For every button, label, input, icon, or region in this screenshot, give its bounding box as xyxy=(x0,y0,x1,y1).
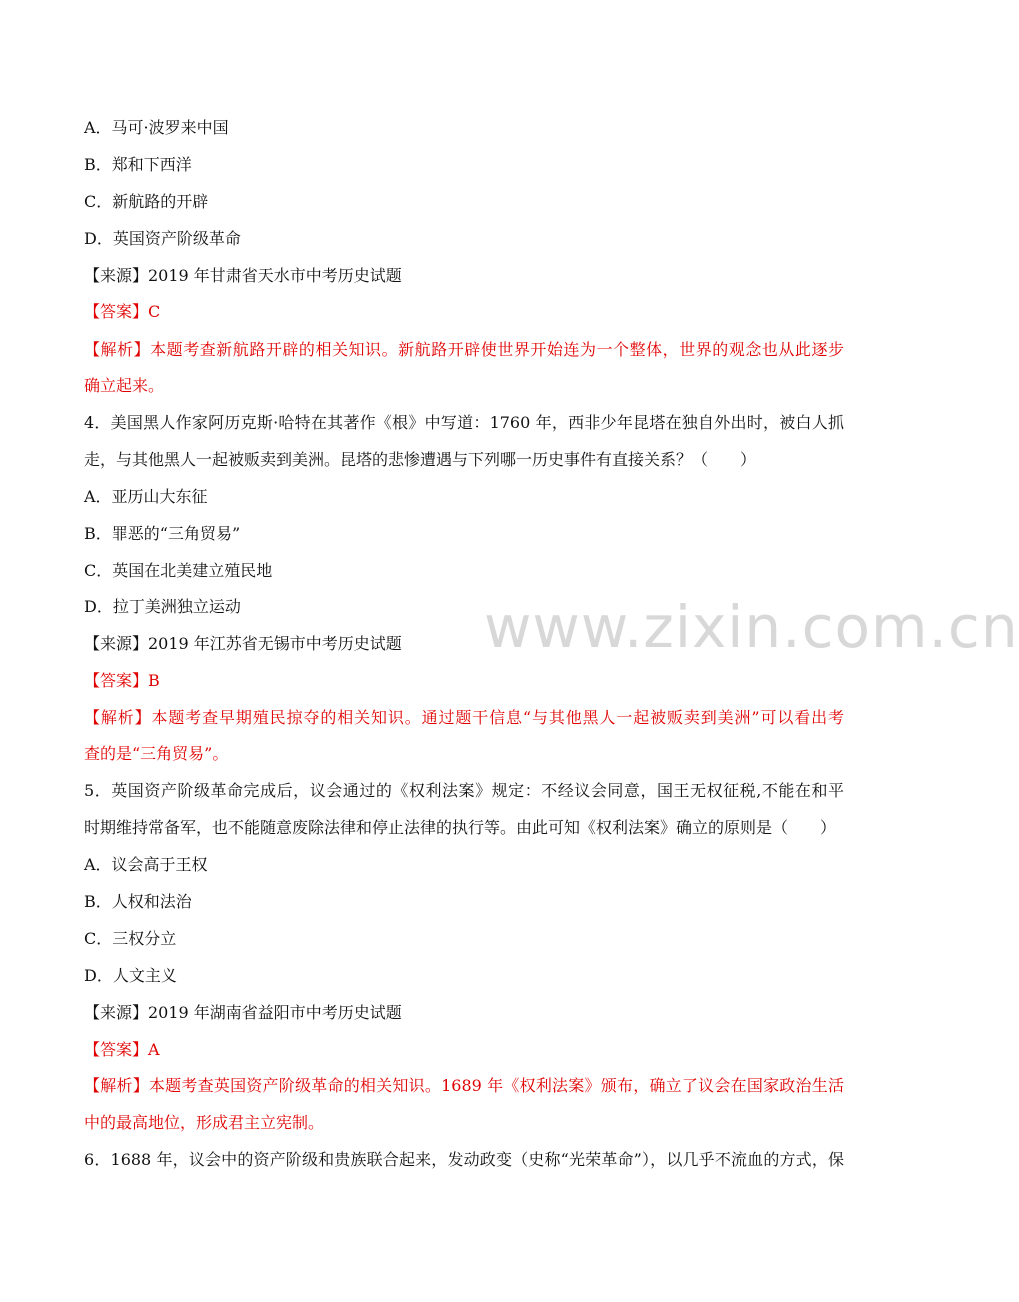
q5-option-a: A．议会高于王权 xyxy=(84,855,208,874)
q5-analysis-line-2: 中的最高地位，形成君主立宪制。 xyxy=(84,1113,325,1132)
q5-stem-line-1: 5．英国资产阶级革命完成后，议会通过的《权利法案》规定：不经议会同意，国王无权征税,不能在和平 xyxy=(84,781,844,800)
q5-source: 【来源】2019 年湖南省益阳市中考历史试题 xyxy=(84,1003,402,1022)
q3-source: 【来源】2019 年甘肃省天水市中考历史试题 xyxy=(84,266,402,285)
q4-source: 【来源】2019 年江苏省无锡市中考历史试题 xyxy=(84,634,402,653)
q4-stem-line-1: 4．美国黑人作家阿历克斯·哈特在其著作《根》中写道：1760 年，西非少年昆塔在独自外出时，被白人抓 xyxy=(84,413,844,432)
q5-option-c: C．三权分立 xyxy=(84,929,177,948)
q6-stem-line-1: 6．1688 年，议会中的资产阶级和贵族联合起来，发动政变（史称“光荣革命”），以几乎不流血的方式，保 xyxy=(84,1150,844,1169)
watermark: www.zixin.com.cn xyxy=(484,593,1019,661)
q3-analysis-line-2: 确立起来。 xyxy=(84,376,165,395)
q5-stem-line-2: 时期维持常备军，也不能随意废除法律和停止法律的执行等。由此可知《权利法案》确立的原则是（ ） xyxy=(84,818,837,837)
q3-option-b: B．郑和下西洋 xyxy=(84,155,192,174)
q4-option-c: C．英国在北美建立殖民地 xyxy=(84,561,273,580)
q4-stem-line-2: 走，与其他黑人一起被贩卖到美洲。昆塔的悲惨遭遇与下列哪一历史事件有直接关系？（ ） xyxy=(84,450,757,469)
q4-analysis-line-1: 【解析】本题考查早期殖民掠夺的相关知识。通过题干信息“与其他黑人一起被贩卖到美洲”可以看出考 xyxy=(84,708,844,727)
q4-answer: 【答案】B xyxy=(84,671,160,690)
q3-option-d: D．英国资产阶级革命 xyxy=(84,229,241,248)
q5-option-d: D．人文主义 xyxy=(84,966,177,985)
q4-option-d: D．拉丁美洲独立运动 xyxy=(84,597,241,616)
q3-answer: 【答案】C xyxy=(84,302,161,321)
q3-analysis-line-1: 【解析】本题考查新航路开辟的相关知识。新航路开辟使世界开始连为一个整体，世界的观念也从此逐步 xyxy=(84,340,844,359)
q5-analysis-line-1: 【解析】本题考查英国资产阶级革命的相关知识。1689 年《权利法案》颁布，确立了议会在国家政治生活 xyxy=(84,1076,844,1095)
q4-option-b: B．罪恶的“三角贸易” xyxy=(84,524,241,543)
q5-answer: 【答案】A xyxy=(84,1040,160,1059)
q4-analysis-line-2: 查的是“三角贸易”。 xyxy=(84,744,229,763)
q3-option-a: A．马可·波罗来中国 xyxy=(84,118,229,137)
q5-option-b: B．人权和法治 xyxy=(84,892,192,911)
q3-option-c: C．新航路的开辟 xyxy=(84,192,209,211)
q4-option-a: A．亚历山大东征 xyxy=(84,487,208,506)
